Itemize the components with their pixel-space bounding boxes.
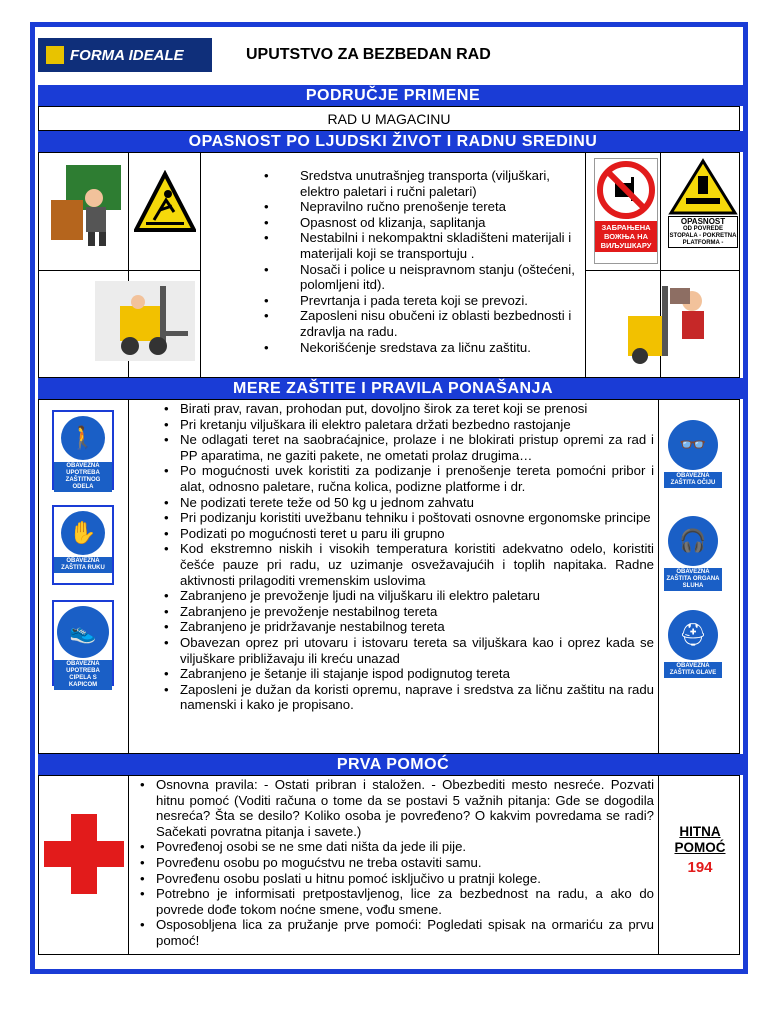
list-item: • Povređenu osobu po mogućstvu ne treba ostaviti samu. — [132, 855, 654, 871]
hearing-protection-sign — [664, 512, 722, 594]
goggles-icon: 👓 — [668, 420, 718, 470]
sign-label: OBAVEZNA ZAŠTITA RUKU — [54, 557, 112, 573]
logo-text: FORMA IDEALE — [70, 46, 184, 64]
list-item: • Opasnost od klizanja, saplitanja — [256, 215, 581, 231]
list-item: • Zabranjeno je prevoženje nestabilnog tereta — [156, 604, 654, 620]
sign-label: OBAVEZNA ZAŠTITA GLAVE — [664, 662, 722, 678]
pomoc-text: POMOĆ — [674, 840, 726, 855]
protective-clothing-sign — [52, 410, 114, 490]
list-item: • Zaposleni je dužan da koristi opremu, naprave i sredstva za ličnu zaštitu na radu namenski i kako je propisano. — [156, 682, 654, 713]
emergency-number: 194 — [687, 859, 713, 876]
section-heading-first-aid: PRVA POMOĆ — [38, 754, 748, 775]
forklift-illustration — [90, 276, 200, 366]
list-item: • Po mogućnosti uvek koristiti za podizanje i prenošenje tereta pomoćni pribor i alat, odnosno paletare, ručna kolica, podizne platforme i dr. — [156, 463, 654, 494]
crush-warning-label-2: OD POVREDE STOPALA - POKRETNA PLATFORMA - — [669, 226, 737, 246]
list-item: • Pri kretanju viljuškara ili elektro paletara držati bezbedno rastojanje — [156, 417, 654, 433]
section-heading-measures: MERE ZAŠTITE I PRAVILA PONAŠANJA — [38, 378, 748, 399]
foot-crush-warning-sign — [668, 158, 738, 254]
list-item: • Nosači i police u neispravnom stanju (oštećeni, polomljeni itd). — [256, 262, 581, 293]
list-item: • Sredstva unutrašnjeg transporta (viljuškari, elektro paletari i ručni paletari) — [256, 168, 581, 199]
scope-value: RAD U MAGACINU — [38, 106, 740, 131]
list-item: • Nekorišćenje sredstava za ličnu zaštitu. — [256, 340, 581, 356]
list-item: • Birati prav, ravan, prohodan put, dovoljno širok za teret koji se prenosi — [156, 401, 654, 417]
sign-label: OBAVEZNA ZAŠTITA ORGANA SLUHA — [664, 568, 722, 591]
emergency-label — [660, 824, 740, 876]
no-forklift-label: ЗАБРАЊЕНА ВОЖЊА НА ВИЉУШКАРУ — [595, 221, 657, 252]
list-item: • Zabranjeno je prevoženje ljudi na viljuškaru ili elektro paletaru — [156, 588, 654, 604]
measures-list — [156, 401, 654, 713]
person-forklift-cartoon — [622, 276, 718, 368]
list-item: • Osposobljena lica za pružanje prve pomoći: Pogledati spisak na ormariću za prvu pomoć! — [132, 917, 654, 948]
hand-protection-sign — [52, 505, 114, 585]
company-logo — [38, 38, 212, 72]
worker-lifting-illustration — [46, 160, 124, 248]
list-item: • Podizati po mogućnosti teret u paru ili grupno — [156, 526, 654, 542]
crush-warning-label-1: OPASNOST — [668, 216, 738, 226]
helmet-icon: ⛑ — [668, 610, 718, 660]
section-heading-hazards: OPASNOST PO LJUDSKI ŽIVOT I RADNU SREDINU — [38, 131, 748, 152]
list-item: • Obavezan oprez pri utovaru i istovaru tereta sa viljuškara kao i oprez kada se viljuškare približavaju ili kreću unazad — [156, 635, 654, 666]
safety-shoes-sign — [52, 600, 114, 686]
sign-label: OBAVEZNA ZAŠTITA OČIJU — [664, 472, 722, 488]
hitna-text: HITNA — [679, 824, 721, 839]
glove-icon: ✋ — [61, 511, 105, 555]
list-item: • Zabranjeno je pridržavanje nestabilnog tereta — [156, 619, 654, 635]
list-item: • Zaposleni nisu obučeni iz oblasti bezbednosti i zdravlja na radu. — [256, 308, 581, 339]
no-forklift-icon — [595, 159, 657, 221]
list-item: • Potrebno je informisati pretpostavljenog, lice za bezbednost na radu, a ako do povrede dođe tokom noćne smene, vođu smene. — [132, 886, 654, 917]
list-item: • Nepravilno ručno prenošenje tereta — [256, 199, 581, 215]
slippery-floor-warning-icon — [134, 170, 196, 236]
list-item: • Povređenoj osobi se ne sme dati ništa da jede ili pije. — [132, 839, 654, 855]
eye-protection-sign — [664, 416, 722, 498]
sign-label: OBAVEZNA UPOTREBA CIPELA S KAPICOM — [54, 660, 112, 690]
list-item: • Povređenu osobu poslati u hitnu pomoć isključivo u pratnji kolege. — [132, 871, 654, 887]
list-item: • Ne odlagati teret na saobraćajnice, prolaze i ne blokirati pristup opremi za rad i PP aparatima, ne gaziti pakete, ne ometati prolaz drugima… — [156, 432, 654, 463]
sign-label: OBAVEZNA UPOTREBA ZAŠTITNOG ODELA — [54, 462, 112, 492]
list-item: • Pri podizanju koristiti uvežbanu tehniku i poštovati osnovne ergonomske principe — [156, 510, 654, 526]
logo-icon — [46, 46, 64, 64]
section-heading-scope: PODRUČJE PRIMENE — [38, 85, 748, 106]
first-aid-list — [132, 777, 654, 949]
list-item: • Nestabilni i nekompaktni skladišteni materijali i materijali koji se transportuju . — [256, 230, 581, 261]
person-icon: 🚶 — [61, 416, 105, 460]
page-title: UPUTSTVO ZA BEZBEDAN RAD — [246, 46, 491, 63]
list-item: • Kod ekstremno niskih i visokih temperatura koristiti adekvatno odelo, koristiti češće pauze pri radu, uz uzimanje osvežavajućih i toplih napitaka. Radne aktivnosti prilagoditi vremenskim uslovima — [156, 541, 654, 588]
list-item: • Prevrtanja i pada tereta koji se prevozi. — [256, 293, 581, 309]
ear-muffs-icon: 🎧 — [668, 516, 718, 566]
boot-icon: 👟 — [57, 606, 109, 658]
list-item: • Osnovna pravila: - Ostati pribran i staložen. - Obezbediti mesto nesreće. Pozvati hitnu pomoć (Voditi računa o tome da se postavi 5 važnih pitanja: Gde se dogodila nesreća? Šta se desilo? Koliko osoba je povređeno? O kakvim povredama se radi? Sačekati povratna pitanja i savete.) — [132, 777, 654, 839]
list-item: • Zabranjeno je šetanje ili stajanje ispod podignutog tereta — [156, 666, 654, 682]
no-riding-forklift-sign — [594, 158, 658, 264]
red-cross-icon — [44, 814, 124, 894]
list-item: • Ne podizati terete teže od 50 kg u jednom zahvatu — [156, 495, 654, 511]
crush-warning-icon — [668, 158, 738, 216]
hazards-list — [256, 168, 581, 355]
head-protection-sign — [664, 606, 722, 688]
